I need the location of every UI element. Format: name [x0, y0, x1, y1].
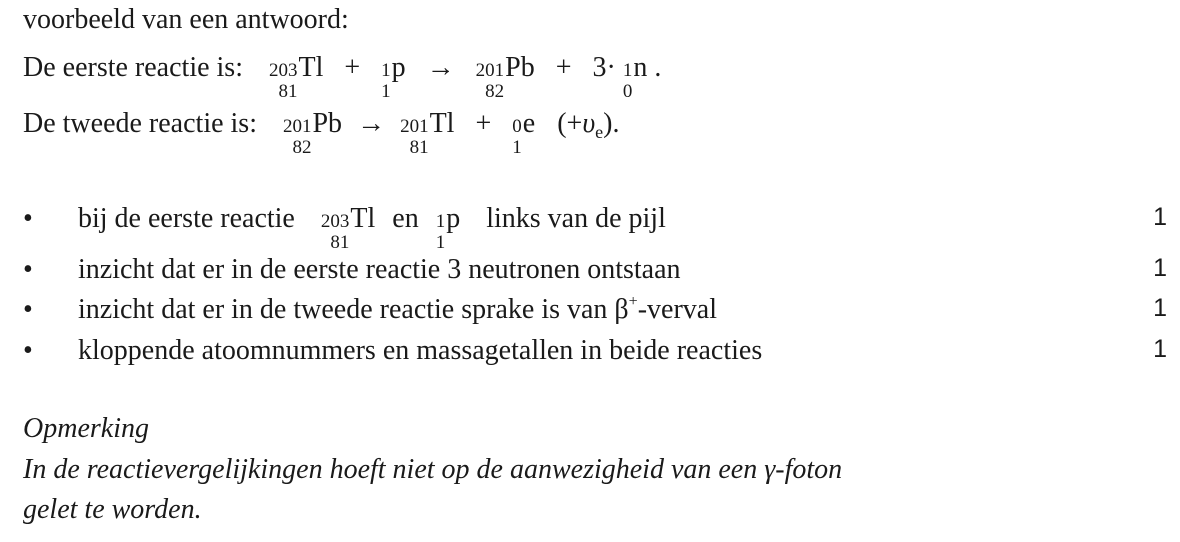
paren-open: (+: [557, 108, 583, 139]
bullet-icon: •: [23, 335, 33, 366]
nuclide-proton: 1 1 p: [435, 203, 461, 253]
bullet-icon: •: [23, 203, 33, 234]
intro-text: voorbeeld van een antwoord:: [23, 4, 349, 35]
nuclide-pb-201: 201 82 Pb: [475, 52, 535, 102]
remark-line-2: gelet te worden.: [23, 494, 202, 525]
reaction-1: [23, 52, 662, 102]
bullet-text: inzicht dat er in de tweede reactie sprake is van β+-verval: [78, 293, 717, 325]
neutrino-subscript: e: [595, 122, 604, 142]
score-value: 1: [1153, 203, 1167, 231]
period: .: [654, 52, 662, 83]
reaction-arrow: →: [357, 108, 386, 139]
reaction-2-label: De tweede reactie is:: [23, 108, 257, 139]
nuclide-positron: 0 1 e: [512, 108, 536, 158]
nuclide-tl-201: 201 81 Tl: [400, 108, 455, 158]
plus-sign: +: [475, 108, 492, 139]
plus-sign: +: [344, 52, 361, 83]
neutrino-symbol: υ: [582, 108, 596, 139]
nuclide-pb-201: 201 82 Pb: [282, 108, 343, 158]
bullet-text: kloppende atoomnummers en massagetallen in beide reacties: [78, 335, 763, 366]
bullet-icon: •: [23, 254, 33, 285]
reaction-2: [23, 108, 620, 158]
paren-close: ).: [603, 108, 620, 139]
plus-sign: +: [555, 52, 572, 83]
nuclide-proton: 1 1 p: [381, 52, 406, 102]
score-value: 1: [1153, 335, 1167, 363]
coefficient: 3·: [592, 52, 616, 83]
nuclide-neutron: 1 0 n: [622, 52, 648, 102]
bullet-text: inzicht dat er in de eerste reactie 3 neutronen ontstaan: [78, 254, 681, 285]
reaction-1-label: De eerste reactie is:: [23, 52, 243, 83]
remark-line-1: In de reactievergelijkingen hoeft niet op de aanwezigheid van een γ-foton: [23, 454, 843, 485]
score-value: 1: [1153, 294, 1167, 322]
remark-title: Opmerking: [23, 413, 149, 444]
score-value: 1: [1153, 254, 1167, 282]
nuclide-tl-203: 203 81 Tl: [320, 203, 376, 253]
bullet-icon: •: [23, 294, 33, 325]
nuclide-tl-203: 203 81 Tl: [268, 52, 324, 102]
bullet-text: bij de eerste reactie 203 81 Tl en 1 1 p links van de pijl: [78, 203, 666, 253]
reaction-arrow: →: [426, 52, 455, 83]
